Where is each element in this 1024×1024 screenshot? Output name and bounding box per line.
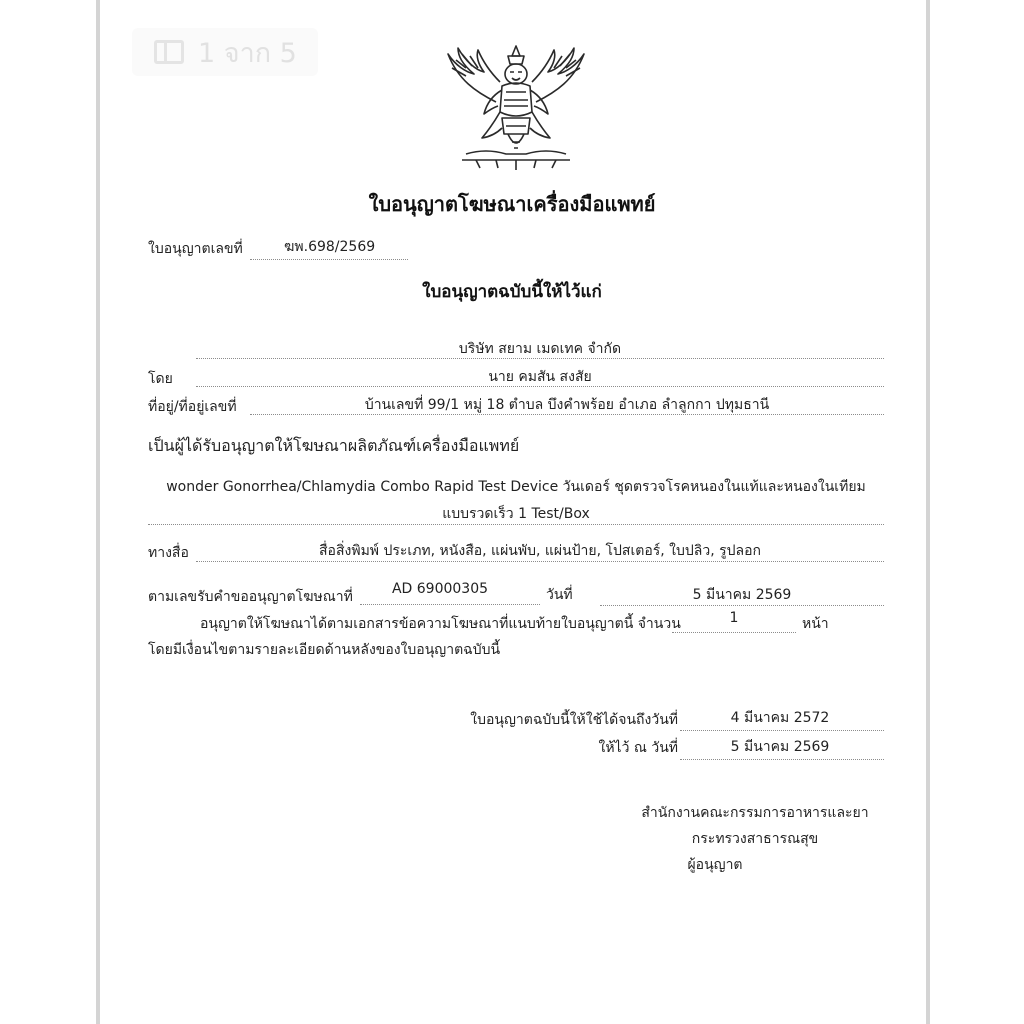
request-no-value: AD 69000305 bbox=[391, 581, 489, 597]
request-no-label: ตามเลขรับคำขออนุญาตโฆษณาที่ bbox=[148, 589, 353, 605]
request-no-line bbox=[360, 604, 540, 605]
page-indicator[interactable] bbox=[132, 28, 318, 76]
issued-on-line bbox=[680, 759, 884, 760]
address-label: ที่อยู่/ที่อยู่เลขที่ bbox=[148, 399, 237, 415]
valid-until-value: 4 มีนาคม 2572 bbox=[730, 710, 830, 726]
valid-until-label: ใบอนุญาตฉบับนี้ให้ใช้ได้จนถึงวันที่ bbox=[470, 712, 678, 728]
page-count-line bbox=[672, 632, 796, 633]
request-date-label: วันที่ bbox=[546, 587, 573, 603]
garuda-emblem bbox=[436, 42, 596, 182]
authorizer: ผู้อนุญาต bbox=[687, 857, 743, 873]
address-value: บ้านเลขที่ 99/1 หมู่ 18 ตำบล บึงคำพร้อย อำเภอ ลำลูกกา ปทุมธานี bbox=[364, 397, 770, 413]
pages-icon bbox=[154, 40, 184, 64]
company-line bbox=[196, 358, 884, 359]
issued-on-label: ให้ไว้ ณ วันที่ bbox=[598, 740, 678, 756]
license-no-value: ฆพ.698/2569 bbox=[284, 239, 376, 255]
page-count-value: 1 bbox=[729, 610, 739, 626]
page-unit: หน้า bbox=[802, 616, 829, 632]
by-line bbox=[196, 386, 884, 387]
issued-to-heading: ใบอนุญาตฉบับนี้ให้ไว้แก่ bbox=[422, 282, 602, 302]
product-line bbox=[148, 524, 884, 525]
product-line-2: แบบรวดเร็ว 1 Test/Box bbox=[442, 506, 590, 522]
license-no-label: ใบอนุญาตเลขที่ bbox=[148, 241, 243, 257]
permission-heading: เป็นผู้ได้รับอนุญาตให้โฆษณาผลิตภัณฑ์เครื่องมือแพทย์ bbox=[148, 436, 520, 455]
page-edge-right bbox=[926, 0, 930, 1024]
document-title: ใบอนุญาตโฆษณาเครื่องมือแพทย์ bbox=[368, 192, 656, 216]
by-name: นาย คมสัน สงสัย bbox=[488, 369, 592, 385]
issued-on-value: 5 มีนาคม 2569 bbox=[730, 739, 830, 755]
company-name: บริษัท สยาม เมดเทค จำกัด bbox=[458, 341, 622, 357]
by-label: โดย bbox=[148, 371, 173, 387]
media-value: สื่อสิ่งพิมพ์ ประเภท, หนังสือ, แผ่นพับ, แผ่นป้าย, โปสเตอร์, ใบปลิว, รูปลอก bbox=[319, 543, 761, 559]
media-label: ทางสื่อ bbox=[148, 545, 189, 561]
valid-until-line bbox=[680, 730, 884, 731]
product-line-1: wonder Gonorrhea/Chlamydia Combo Rapid Test Device วันเดอร์ ชุดตรวจโรคหนองในแท้และหนองในเทียม bbox=[166, 479, 866, 495]
request-date-value: 5 มีนาคม 2569 bbox=[692, 587, 792, 603]
attach-text: อนุญาตให้โฆษณาได้ตามเอกสารข้อความโฆษณาที่แนบท้ายใบอนุญาตนี้ จำนวน bbox=[200, 616, 681, 632]
condition-text: โดยมีเงื่อนไขตามรายละเอียดด้านหลังของใบอนุญาตฉบับนี้ bbox=[148, 642, 501, 658]
office-name: สำนักงานคณะกรรมการอาหารและยา bbox=[641, 805, 869, 821]
license-no-line bbox=[250, 259, 408, 260]
page-indicator-text: 1 จาก 5 bbox=[198, 37, 297, 69]
media-line bbox=[196, 561, 884, 562]
request-date-line bbox=[600, 605, 884, 606]
ministry-name: กระทรวงสาธารณสุข bbox=[691, 831, 819, 847]
address-line bbox=[250, 414, 884, 415]
